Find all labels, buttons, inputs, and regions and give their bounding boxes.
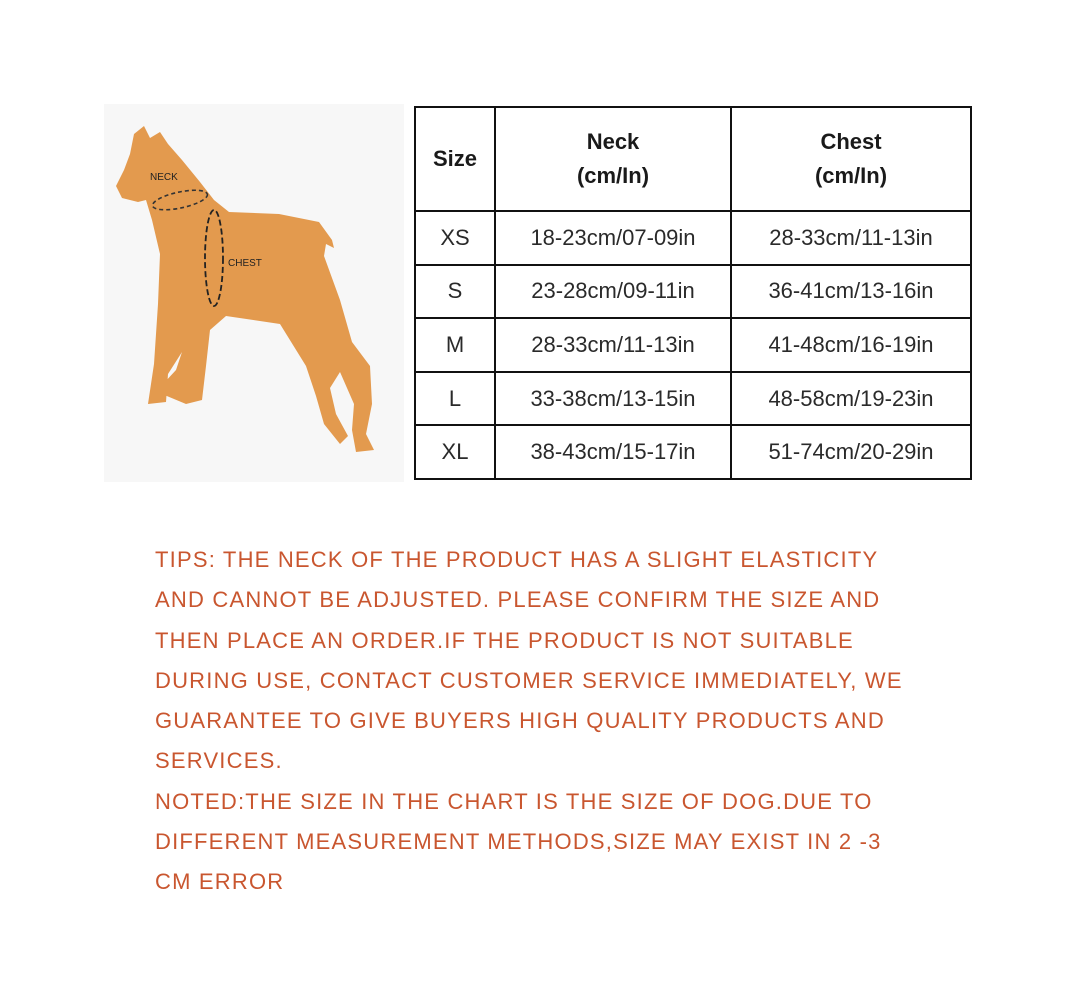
cell-neck: 28-33cm/11-13in: [495, 318, 731, 372]
tips-line: SERVICES.: [155, 748, 283, 774]
cell-size: M: [415, 318, 495, 372]
dog-measurement-diagram: [104, 104, 404, 482]
cell-neck: 23-28cm/09-11in: [495, 265, 731, 319]
table-header-row: [415, 107, 971, 211]
table-row: [415, 318, 971, 372]
cell-neck: 33-38cm/13-15in: [495, 372, 731, 426]
notes-block: [155, 540, 1035, 903]
header-neck: Neck (cm/In): [495, 107, 731, 211]
cell-chest: 28-33cm/11-13in: [731, 211, 971, 265]
cell-size: XL: [415, 425, 495, 479]
table-row: [415, 211, 971, 265]
table-row: [415, 425, 971, 479]
cell-chest: 36-41cm/13-16in: [731, 265, 971, 319]
tips-line: THEN PLACE AN ORDER.IF THE PRODUCT IS NOT SUITABLE: [155, 627, 854, 653]
tips-line: TIPS: THE NECK OF THE PRODUCT HAS A SLIGHT ELASTICITY: [155, 547, 879, 572]
tips-line: DURING USE, CONTACT CUSTOMER SERVICE IMMEDIATELY, WE: [155, 667, 903, 693]
noted-line: CM ERROR: [155, 869, 285, 895]
cell-size: S: [415, 265, 495, 319]
cell-neck: 38-43cm/15-17in: [495, 425, 731, 479]
tips-line: GUARANTEE TO GIVE BUYERS HIGH QUALITY PRODUCTS AND: [155, 708, 885, 734]
header-chest: Chest (cm/In): [731, 107, 971, 211]
cell-chest: 41-48cm/16-19in: [731, 318, 971, 372]
cell-size: L: [415, 372, 495, 426]
dog-illustration: [104, 104, 404, 482]
cell-neck: 18-23cm/07-09in: [495, 211, 731, 265]
cell-size: XS: [415, 211, 495, 265]
neck-label: NECK: [150, 172, 178, 183]
table-row: [415, 372, 971, 426]
noted-line: NOTED:THE SIZE IN THE CHART IS THE SIZE OF DOG.DUE TO: [155, 788, 873, 814]
table-row: [415, 265, 971, 319]
cell-chest: 48-58cm/19-23in: [731, 372, 971, 426]
noted-line: DIFFERENT MEASUREMENT METHODS,SIZE MAY EXIST IN 2 -3: [155, 829, 882, 855]
tips-line: AND CANNOT BE ADJUSTED. PLEASE CONFIRM THE SIZE AND: [155, 587, 881, 613]
size-chart-table: [414, 106, 972, 480]
cell-chest: 51-74cm/20-29in: [731, 425, 971, 479]
header-size: Size: [415, 107, 495, 211]
chest-label: CHEST: [228, 258, 262, 269]
